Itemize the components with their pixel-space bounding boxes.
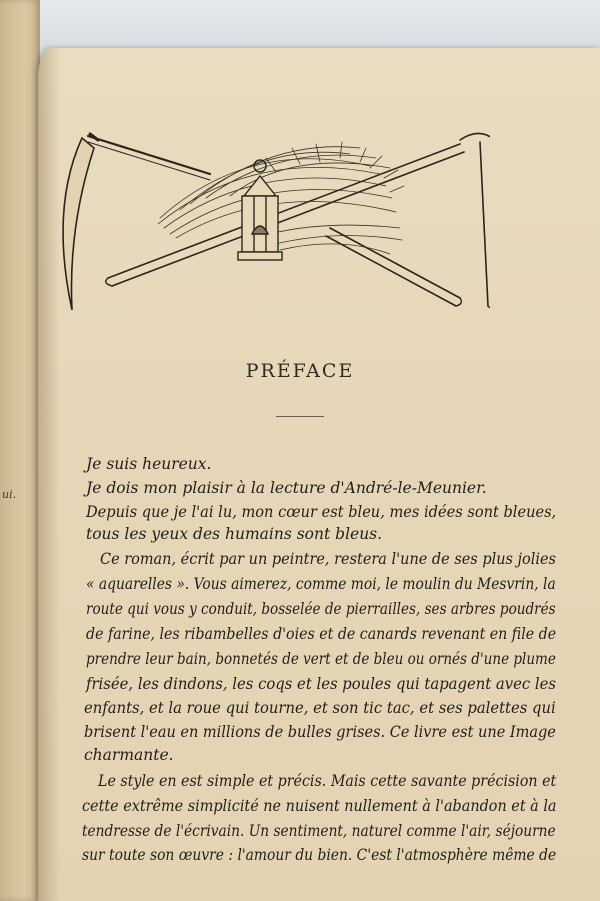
vignette-illustration [30,78,490,318]
text-line: prendre leur bain, bonnetés de vert et de bleu ou ornés d'une plume [86,650,556,668]
scythe-illustration [63,134,210,310]
page-title: PRÉFACE [245,360,355,382]
text-line: « aquarelles ». Vous aimerez, comme moi, le moulin du Mesvrin, la [86,575,556,593]
text-line: Je dois mon plaisir à la lecture d'André-le-Meunier. [86,479,487,497]
text-line: tendresse de l'écrivain. Un sentiment, naturel comme l'air, séjourne [82,822,556,840]
text-line: sur toute son œuvre : l'amour du bien. C'est l'atmosphère même de [82,846,557,864]
left-page-text-fragment: ui. [2,488,17,501]
text-line: cette extrême simplicité ne nuisent nullement à l'abandon et à la [82,797,557,815]
text-line: Ce roman, écrit par un peintre, restera l'une de ses plus jolies [100,550,556,568]
text-line: charmante. [84,746,174,764]
title-divider [276,416,324,417]
text-line: Depuis que je l'ai lu, mon cœur est bleu, mes idées sont bleues, [86,503,557,521]
text-line: Le style en est simple et précis. Mais cette savante précision et [98,772,557,790]
text-line: tous les yeux des humains sont bleus. [86,525,383,543]
wheat-sheaf-illustration [158,142,404,254]
text-line: frisée, les dindons, les coqs et les poules qui tapagent avec les [86,675,556,693]
text-line: brisent l'eau en millions de bulles grises. Ce livre est une Image [84,723,556,741]
text-line: Je suis heureux. [86,455,212,473]
text-line: enfants, et la roue qui tourne, et son tic tac, et ses palettes qui [84,699,556,717]
text-line: route qui vous y conduit, bosselée de pierrailles, ses arbres poudrés [86,600,556,618]
text-line: de farine, les ribambelles d'oies et de canards revenant en file de [86,625,557,643]
